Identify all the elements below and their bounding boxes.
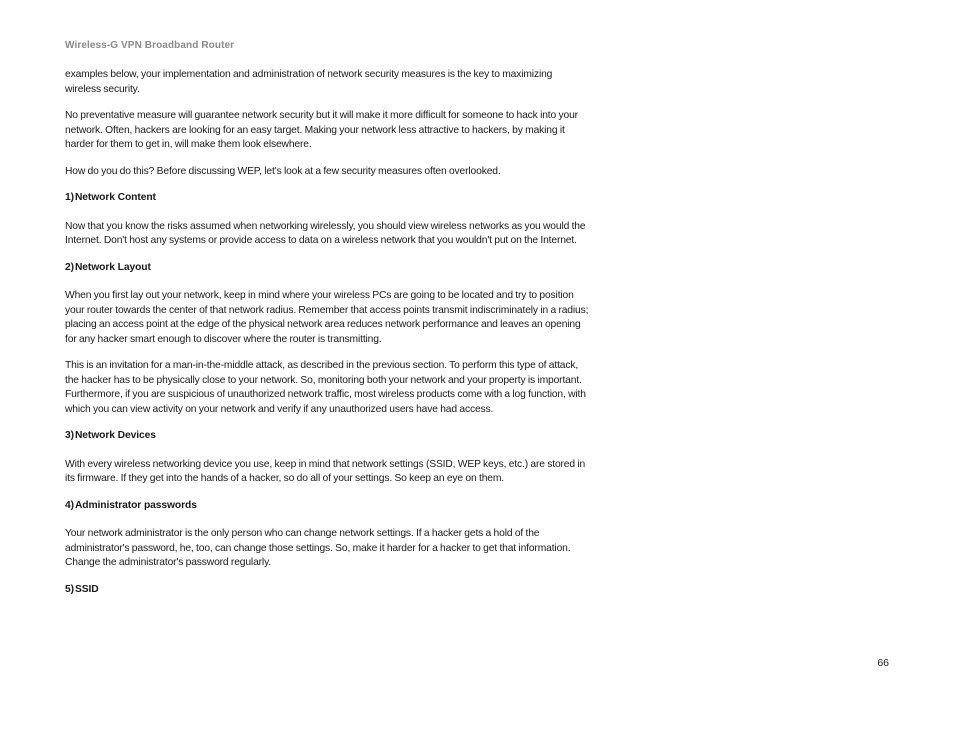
section-number: 5) bbox=[65, 583, 74, 595]
section-heading-network-content bbox=[65, 191, 590, 206]
section-title: Administrator passwords bbox=[74, 499, 197, 511]
section-paragraph: Now that you know the risks assumed when networking wirelessly, you should view wireless networks as you would the Internet. Don't host any systems or provide access to data on a wireless network that you wouldn't put on the Internet. bbox=[65, 220, 586, 246]
section-heading-network-layout bbox=[65, 261, 590, 276]
section-paragraph: When you first lay out your network, keep in mind where your wireless PCs are going to be located and try to position your router towards the center of that network radius. Remember that access points transmit indiscriminately in a radius; placing an access point at the edge of the physical network area reduces network performance and leaves an opening for any hacker smart enough to discover where the router is transmitting. bbox=[65, 290, 589, 345]
section-paragraph: With every wireless networking device you use, keep in mind that network settings (SSID, WEP keys, etc.) are stored in its firmware. If they get into the hands of a hacker, so do all of your settings. So keep an eye on them. bbox=[65, 458, 586, 484]
section-number: 4) bbox=[65, 499, 74, 511]
intro-paragraph-2: No preventative measure will guarantee network security but it will make it more difficult for someone to hack into your network. Often, hackers are looking for an easy target. Making your network less attractive to hackers, by making it harder for them to get in, will make them look elsewhere. bbox=[65, 110, 578, 150]
intro-paragraph-1: examples below, your implementation and administration of network security measures is the key to maximizing wireless security. bbox=[65, 69, 553, 95]
section-heading-administrator-passwords bbox=[65, 499, 590, 514]
page-number: 66 bbox=[877, 657, 889, 669]
section-heading-ssid bbox=[65, 583, 590, 598]
section-title: Network Devices bbox=[74, 430, 156, 441]
section-number: 1) bbox=[65, 192, 74, 203]
section-paragraph: This is an invitation for a man-in-the-middle attack, as described in the previous section. To perform this type of attack, the hacker has to be physically close to your network. So, monitoring both your network and your property is important. Furthermore, if you are suspicious of unauthorized network traffic, most wireless products come with a log function, with which you can view activity on your network and verify if any unauthorized users have had access. bbox=[65, 360, 586, 415]
document-body bbox=[65, 68, 590, 597]
section-number: 3) bbox=[65, 430, 74, 441]
section-heading-network-devices bbox=[65, 429, 590, 444]
intro-paragraph-3: How do you do this? Before discussing WEP, let's look at a few security measures often overlooked. bbox=[65, 165, 501, 177]
section-title: Network Content bbox=[74, 192, 156, 203]
section-number: 2) bbox=[65, 261, 74, 273]
section-paragraph: Your network administrator is the only person who can change network settings. If a hacker gets a hold of the administrator's password, he, too, can change those settings. So, make it harder for a hacker to get that information. Change the administrator's password regularly. bbox=[65, 528, 571, 568]
section-title: SSID bbox=[74, 583, 99, 595]
running-header: Wireless-G VPN Broadband Router bbox=[65, 40, 235, 51]
section-title: Network Layout bbox=[74, 261, 151, 273]
